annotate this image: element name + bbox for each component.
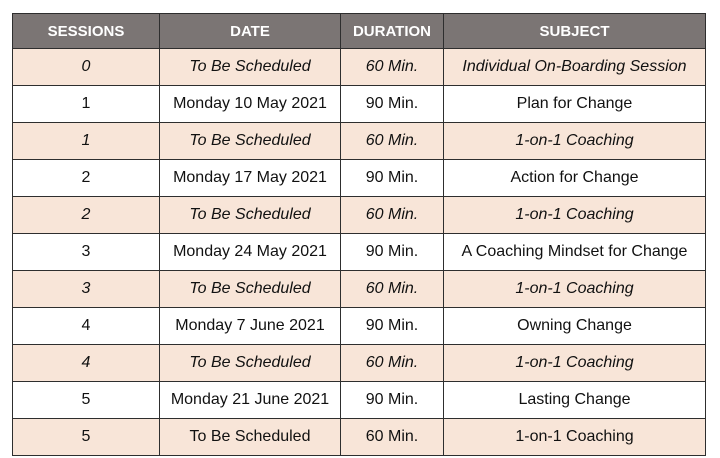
cell-session: 1	[13, 123, 160, 160]
cell-date: Monday 17 May 2021	[160, 160, 341, 197]
cell-session: 4	[13, 308, 160, 345]
cell-session: 0	[13, 49, 160, 86]
cell-duration: 90 Min.	[341, 308, 444, 345]
table-row	[13, 160, 706, 197]
cell-session: 5	[13, 382, 160, 419]
cell-subject: 1-on-1 Coaching	[444, 419, 706, 456]
table-row	[13, 271, 706, 308]
table-row	[13, 49, 706, 86]
table-row	[13, 197, 706, 234]
cell-subject: Individual On-Boarding Session	[444, 49, 706, 86]
table-row	[13, 308, 706, 345]
cell-subject: Action for Change	[444, 160, 706, 197]
header-date: DATE	[160, 14, 341, 49]
table-row	[13, 234, 706, 271]
cell-duration: 90 Min.	[341, 86, 444, 123]
header-duration: DURATION	[341, 14, 444, 49]
cell-session: 2	[13, 160, 160, 197]
cell-subject: A Coaching Mindset for Change	[444, 234, 706, 271]
cell-date: To Be Scheduled	[160, 419, 341, 456]
cell-date: To Be Scheduled	[160, 271, 341, 308]
schedule-table-container	[12, 13, 705, 456]
table-row	[13, 86, 706, 123]
cell-duration: 90 Min.	[341, 382, 444, 419]
cell-subject: 1-on-1 Coaching	[444, 345, 706, 382]
cell-session: 5	[13, 419, 160, 456]
cell-duration: 60 Min.	[341, 49, 444, 86]
table-row	[13, 123, 706, 160]
cell-date: To Be Scheduled	[160, 197, 341, 234]
cell-date: To Be Scheduled	[160, 49, 341, 86]
cell-date: To Be Scheduled	[160, 345, 341, 382]
header-row	[13, 14, 706, 49]
header-sessions: SESSIONS	[13, 14, 160, 49]
cell-date: To Be Scheduled	[160, 123, 341, 160]
cell-duration: 60 Min.	[341, 123, 444, 160]
cell-session: 3	[13, 234, 160, 271]
table-body	[13, 49, 706, 456]
cell-subject: Lasting Change	[444, 382, 706, 419]
cell-date: Monday 10 May 2021	[160, 86, 341, 123]
cell-date: Monday 21 June 2021	[160, 382, 341, 419]
cell-duration: 90 Min.	[341, 234, 444, 271]
cell-duration: 60 Min.	[341, 271, 444, 308]
cell-date: Monday 24 May 2021	[160, 234, 341, 271]
cell-session: 3	[13, 271, 160, 308]
table-row	[13, 345, 706, 382]
cell-subject: 1-on-1 Coaching	[444, 271, 706, 308]
table-row	[13, 419, 706, 456]
cell-duration: 90 Min.	[341, 160, 444, 197]
cell-duration: 60 Min.	[341, 197, 444, 234]
schedule-table	[12, 13, 706, 456]
cell-date: Monday 7 June 2021	[160, 308, 341, 345]
table-row	[13, 382, 706, 419]
cell-duration: 60 Min.	[341, 419, 444, 456]
cell-duration: 60 Min.	[341, 345, 444, 382]
header-subject: SUBJECT	[444, 14, 706, 49]
cell-subject: 1-on-1 Coaching	[444, 123, 706, 160]
cell-subject: 1-on-1 Coaching	[444, 197, 706, 234]
cell-subject: Owning Change	[444, 308, 706, 345]
cell-session: 1	[13, 86, 160, 123]
cell-subject: Plan for Change	[444, 86, 706, 123]
cell-session: 4	[13, 345, 160, 382]
cell-session: 2	[13, 197, 160, 234]
